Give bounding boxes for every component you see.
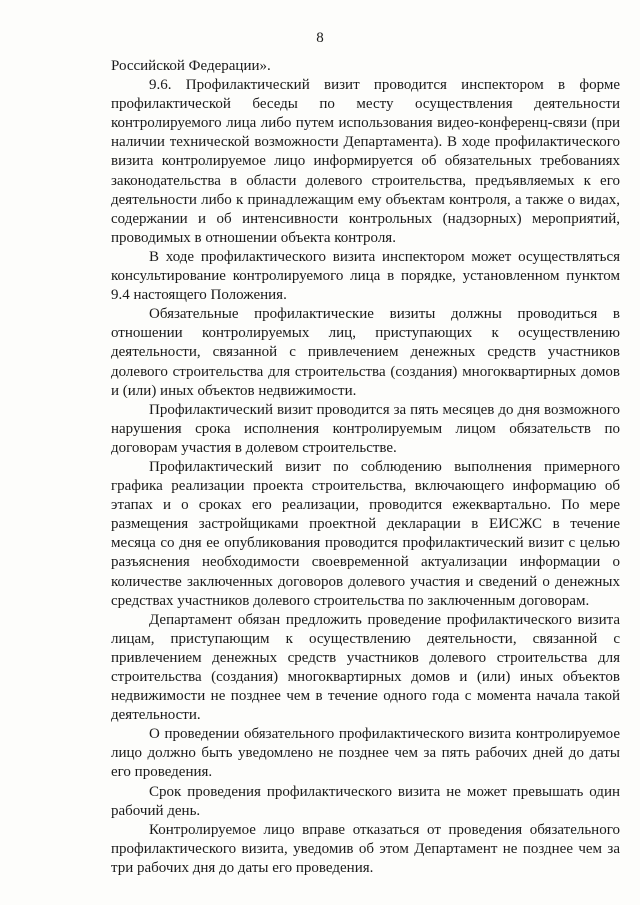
paragraph-mandatory-visits: Обязательные профилактические визиты должны проводиться в отношении контролируемых лиц, приступающих к осуществлению деятельности, связанной с привлечением денежных средств участников долевого строительства для строительства (создания) многоквартирных домов и (или) иных объектов недвижимости. xyxy=(111,306,620,399)
paragraph-continuation: Российской Федерации». xyxy=(111,58,271,74)
paragraph-department-obligation: Департамент обязан предложить проведение профилактического визита лицам, приступающим к осуществлению деятельности, связанной с привлечением денежных средств участников долевого строительства для строительства (создания) многоквартирных домов и (или) иных объектов недвижимости не позднее чем в течение одного года с момента начала такой деятельности. xyxy=(111,611,620,724)
paragraph-five-months: Профилактический визит проводится за пять месяцев до дня возможного нарушения срока исполнения контролируемым лицом обязательств по договорам участия в долевом строительстве. xyxy=(111,401,620,456)
paragraph-duration: Срок проведения профилактического визита не может превышать один рабочий день. xyxy=(111,783,620,819)
paragraph-schedule-visit: Профилактический визит по соблюдению выполнения примерного графика реализации проекта строительства, включающего информацию об этапах и о сроках его реализации, проводится ежеквартально. По мере размещения застройщиками проектной декларации в ЕИСЖС в течение месяца со дня ее опубликования проводится профилактический визит с целью разъяснения необходимости своевременной актуализации информации о количестве заключенных договоров долевого участия и сведений о денежных средствах участников долевого строительства по заключенным договорам. xyxy=(111,458,620,609)
document-body xyxy=(111,57,620,878)
page-number: 8 xyxy=(316,30,324,46)
paragraph-refusal: Контролируемое лицо вправе отказаться от проведения обязательного профилактического визита, уведомив об этом Департамент не позднее чем за три рабочих дня до даты его проведения. xyxy=(111,821,620,876)
paragraph-9-6: 9.6. Профилактический визит проводится инспектором в форме профилактической беседы по месту осуществления деятельности контролируемого лица либо путем использования видео-конференц-связи (при наличии технической возможности Департамента). В ходе профилактического визита контролируемое лицо информируется об обязательных требованиях законодательства в области долевого строительства, предъявляемых к его деятельности либо к принадлежащим ему объектам контроля, а также о видах, содержании и об интенсивности контрольных (надзорных) мероприятий, проводимых в отношении объекта контроля. xyxy=(111,77,620,246)
paragraph-notification: О проведении обязательного профилактического визита контролируемое лицо должно быть уведомлено не позднее чем за пять рабочих дней до даты его проведения. xyxy=(111,726,620,781)
paragraph-consultation: В ходе профилактического визита инспектором может осуществляться консультирование контролируемого лица в порядке, установленном пунктом 9.4 настоящего Положения. xyxy=(111,248,620,304)
